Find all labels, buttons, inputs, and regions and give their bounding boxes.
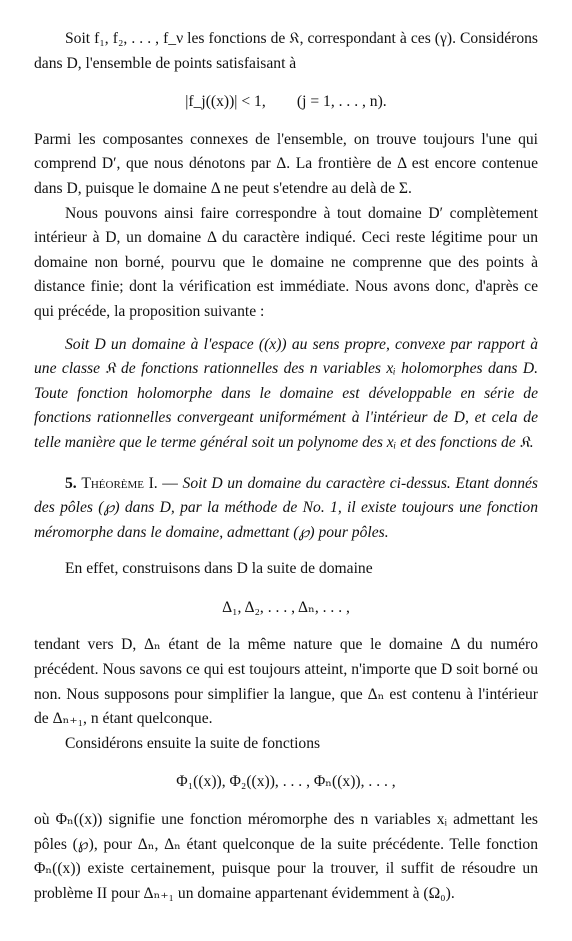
paragraph-intro: Soit f₁, f₂, . . . , f_ν les fonctions de 𝔎, correspondant à ces (γ). Considérons dans D, l'ensemble de points satisfaisant à	[34, 30, 538, 72]
theorem-number: 5.	[65, 474, 77, 492]
equation-inequality: |f_j((x))| < 1, (j = 1, . . . , n).	[185, 93, 387, 111]
paragraph-correspondence: Nous pouvons ainsi faire correspondre à tout domaine D′ complètement intérieur à D, un domaine Δ du caractère indiqué. Ceci reste légitime pour un domaine non borné, pourvu que le domaine ne comprenne que des points à distance finie; dont la vérification est immédiate. Nous avons donc, d'après ce qui précéde, la proposition suivante :	[34, 204, 538, 320]
equation-domain-sequence: Δ₁, Δ₂, . . . , Δₙ, . . . ,	[222, 598, 350, 616]
paragraph-construction: En effet, construisons dans D la suite de domaine	[65, 560, 373, 578]
theorem	[34, 472, 538, 546]
proposition: Soit D un domaine à l'espace ((x)) au sens propre, convexe par rapport à une classe 𝔎 de fonctions rationnelles des n variables xᵢ holomorphes dans D. Toute fonction holomorphe dans le domaine est développable en série de fonctions rationnelles convergeant uniformément à l'intérieur de D, et cela de telle manière que le terme général soit un polynome des xᵢ et des fonctions de 𝔎.	[34, 335, 538, 451]
equation-function-sequence: Φ₁((x)), Φ₂((x)), . . . , Φₙ((x)), . . . ,	[176, 773, 396, 791]
paragraph-meromorphic-functions: où Φₙ((x)) signifie une fonction méromorphe des n variables xᵢ admettant les pôles (℘), pour Δₙ, Δₙ étant quelconque de la suite précédente. Telle fonction Φₙ((x)) existe certainement, puisque pour la trouver, il suffit de résoudre un problème II pour Δₙ₊₁ un domaine appartenant évidemment à (Ω₀).	[34, 811, 538, 902]
theorem-text: Soit D un domaine du caractère ci-dessus. Etant donnés des pôles (℘) dans D, par la méthode de No. 1, il existe toujours une fonction méromorphe dans le domaine, admettant (℘) pour pôles.	[34, 474, 538, 541]
paragraph-connected-components: Parmi les composantes connexes de l'ensemble, on trouve toujours l'une qui comprend D′, que nous dénotons par Δ. La frontière de Δ est encore contenue dans D, puisque le domaine Δ ne peut s'etendre au delà de Σ.	[34, 130, 538, 197]
paragraph-domain-nesting: tendant vers D, Δₙ étant de la même nature que le domaine Δ du numéro précédent. Nous savons ce qui est toujours atteint, n'importe que D soit borné ou non. Nous supposons pour simplifier la langue, que Δₙ est contenu à l'intérieur de Δₙ₊₁, n étant quelconque.	[34, 636, 538, 728]
paragraph-function-sequence-intro: Considérons ensuite la suite de fonctions	[65, 734, 321, 752]
theorem-dash: —	[157, 474, 183, 492]
theorem-label: Théorème I.	[81, 474, 158, 492]
